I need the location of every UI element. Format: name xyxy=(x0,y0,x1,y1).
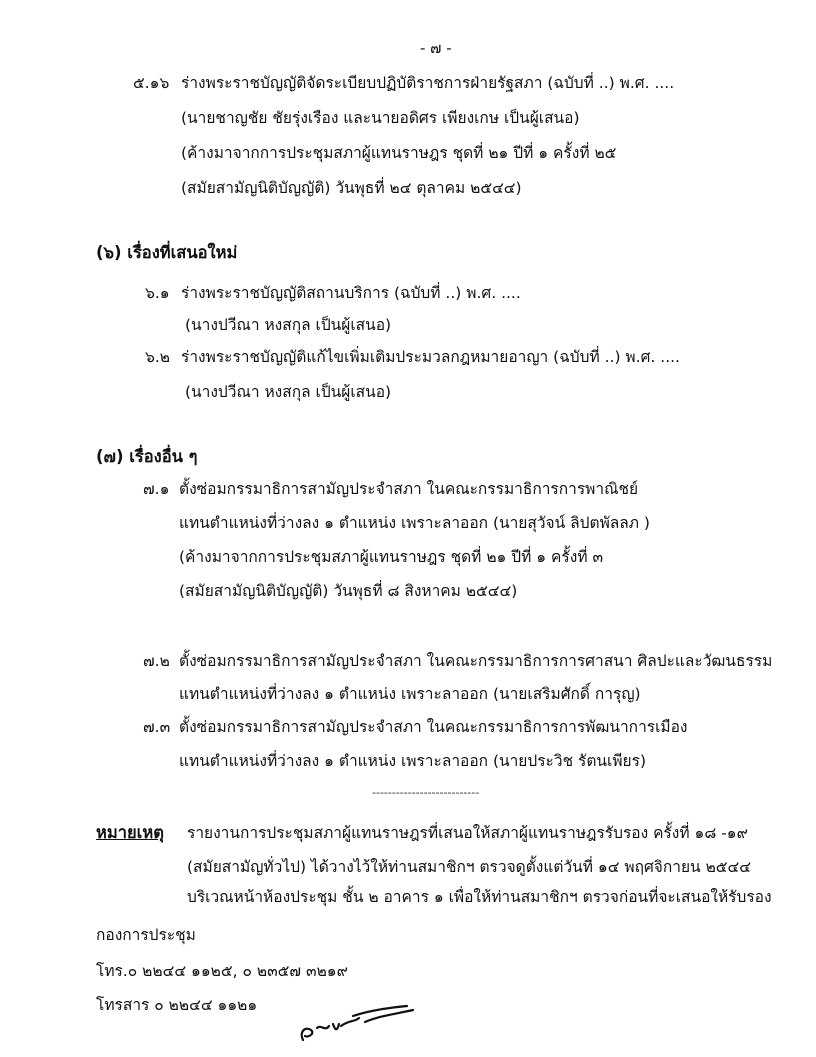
item-7-1-line1: ตั้งซ่อมกรรมาธิการสามัญประจำสภา ในคณะกรรมาธิการการพาณิชย์ xyxy=(179,480,639,498)
item-6-2-number: ๖.๒ xyxy=(145,348,170,366)
note-label: หมายเหตุ xyxy=(96,823,164,842)
item-5-16-session: (สมัยสามัญนิติบัญญัติ) วันพุธที่ ๒๔ ตุลาคม ๒๕๔๔) xyxy=(181,179,522,197)
item-6-1-number: ๖.๑ xyxy=(145,284,170,302)
item-7-3-line1: ตั้งซ่อมกรรมาธิการสามัญประจำสภา ในคณะกรรมาธิการการพัฒนาการเมือง xyxy=(179,718,688,736)
item-7-1-line4: (สมัยสามัญนิติบัญญัติ) วันพุธที่ ๘ สิงหาคม ๒๕๔๔) xyxy=(179,582,518,600)
item-7-3-number: ๗.๓ xyxy=(143,718,171,736)
item-5-16-carried-over: (ค้างมาจากการประชุมสภาผู้แทนราษฎร ชุดที่ ๒๑ ปีที่ ๑ ครั้งที่ ๒๕ xyxy=(181,144,617,162)
note-line3: บริเวณหน้าห้องประชุม ชั้น ๒ อาคาร ๑ เพื่อให้ท่านสมาชิกฯ ตรวจก่อนที่จะเสนอให้รับรอง xyxy=(187,888,772,906)
item-7-1-number: ๗.๑ xyxy=(143,480,170,498)
item-6-2-proposer: (นางปวีณา หงสกุล เป็นผู้เสนอ) xyxy=(185,383,392,401)
note-line1: รายงานการประชุมสภาผู้แทนราษฎรที่เสนอให้สภาผู้แทนราษฎรรับรอง ครั้งที่ ๑๘ -๑๙ xyxy=(187,824,748,842)
item-6-1-title: ร่างพระราชบัญญัติสถานบริการ (ฉบับที่ ..) พ.ศ. .... xyxy=(181,284,521,302)
item-7-1-line2: แทนตำแหน่งที่ว่างลง ๑ ตำแหน่ง เพราะลาออก (นายสุวัจน์ ลิปตพัลลภ ) xyxy=(179,514,650,532)
item-5-16-number: ๕.๑๖ xyxy=(133,74,170,92)
handwritten-signature-icon xyxy=(295,1002,425,1052)
item-5-16-proposer: (นายชาญชัย ชัยรุ่งเรือง และนายอดิศร เพียงเกษ เป็นผู้เสนอ) xyxy=(181,109,580,127)
item-5-16-title: ร่างพระราชบัญญัติจัดระเบียบปฏิบัติราชการฝ่ายรัฐสภา (ฉบับที่ ..) พ.ศ. .... xyxy=(181,74,675,92)
item-7-2-line2: แทนตำแหน่งที่ว่างลง ๑ ตำแหน่ง เพราะลาออก (นายเสริมศักดิ์ การุญ) xyxy=(179,685,641,703)
item-6-2-title: ร่างพระราชบัญญัติแก้ไขเพิ่มเติมประมวลกฎหมายอาญา (ฉบับที่ ..) พ.ศ. .... xyxy=(181,348,680,366)
item-7-3-line2: แทนตำแหน่งที่ว่างลง ๑ ตำแหน่ง เพราะลาออก (นายประวิช รัตนเพียร) xyxy=(179,752,646,770)
page-number: - ๗ - xyxy=(420,39,452,57)
section-6-heading: (๖) เรื่องที่เสนอใหม่ xyxy=(96,243,238,262)
item-7-2-number: ๗.๒ xyxy=(143,652,170,670)
section-7-heading: (๗) เรื่องอื่น ๆ xyxy=(96,447,198,466)
item-7-1-line3: (ค้างมาจากการประชุมสภาผู้แทนราษฎร ชุดที่ ๒๑ ปีที่ ๑ ครั้งที่ ๓ xyxy=(179,548,604,566)
item-7-2-line1: ตั้งซ่อมกรรมาธิการสามัญประจำสภา ในคณะกรรมาธิการการศาสนา ศิลปะและวัฒนธรรม xyxy=(179,652,773,670)
divider-text: --------------------------- xyxy=(372,786,480,799)
item-6-1-proposer: (นางปวีณา หงสกุล เป็นผู้เสนอ) xyxy=(185,316,392,334)
footer-office: กองการประชุม xyxy=(96,926,196,944)
footer-phone: โทร.๐ ๒๒๔๔ ๑๑๒๕, ๐ ๒๓๕๗ ๓๒๑๙ xyxy=(96,962,349,980)
footer-fax: โทรสาร ๐ ๒๒๔๔ ๑๑๒๑ xyxy=(96,996,258,1014)
note-line2: (สมัยสามัญทั่วไป) ได้วางไว้ให้ท่านสมาชิกฯ ตรวจดูตั้งแต่วันที่ ๑๔ พฤศจิกายน ๒๕๔๔ xyxy=(187,858,751,876)
